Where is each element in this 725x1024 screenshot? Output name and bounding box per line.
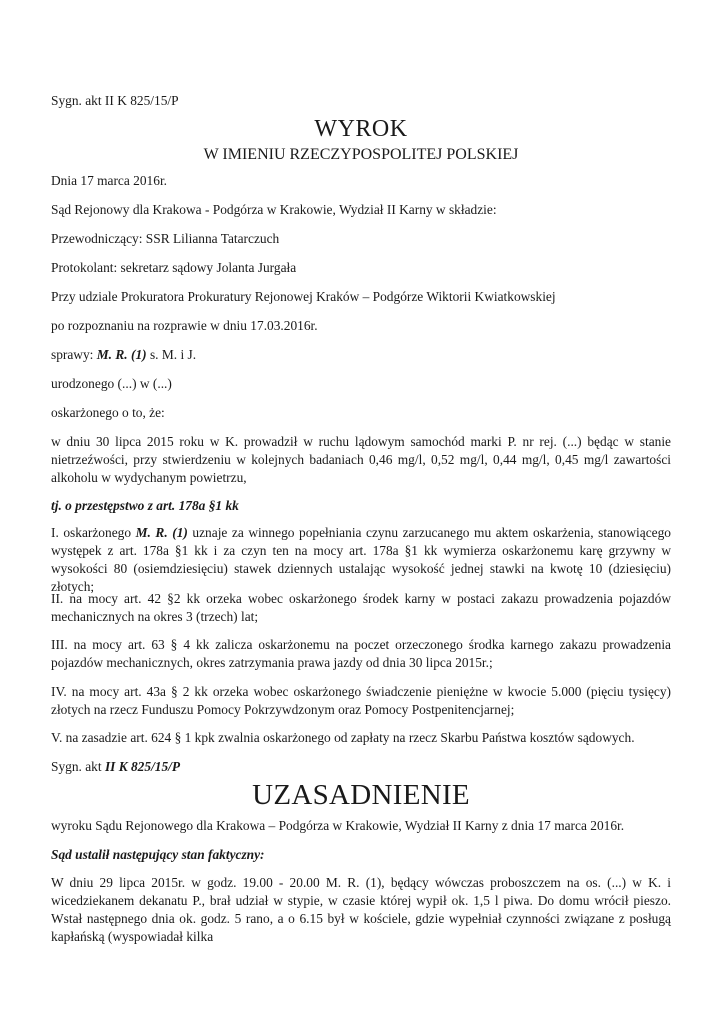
justification-intro: wyroku Sądu Rejonowego dla Krakowa – Podgórza w Krakowie, Wydział II Karny z dnia 17 marca 2016r. — [51, 818, 625, 833]
facts-text: W dniu 29 lipca 2015r. w godz. 19.00 - 20.00 M. R. (1), będący wówczas proboszczem na os. (...) w K. i wicedziekanem dekanatu P., brał udział w stypie, w czasie której wypił ok. 1,5 l piwa. Do domu wrócił pieszo. Wstał następnego dnia ok. godz. 5 rano, a o 6.15 był w kościele, gdzie wypełniał czynności związane z posługą kapłańską (wyspowiadał kilka — [51, 875, 671, 944]
case-number: Sygn. akt II K 825/15/P — [51, 93, 179, 108]
judgment-date: Dnia 17 marca 2016r. — [51, 173, 168, 188]
presiding-judge: Przewodniczący: SSR Lilianna Tatarczuch — [51, 231, 280, 246]
verdict-point-3: III. na mocy art. 63 § 4 kk zalicza oskarżonemu na poczet orzeczonego środka karnego zakazu prowadzenia pojazdów mechanicznych, okres zatrzymania prawa jazdy od dnia 30 lipca 2015r.; — [51, 637, 671, 670]
justification-case-value: II K 825/15/P — [104, 759, 181, 774]
justification-case-number — [51, 758, 671, 776]
court-composition: Sąd Rejonowy dla Krakowa - Podgórza w Krakowie, Wydział II Karny w składzie: — [51, 202, 497, 217]
verdict-point-4: IV. na mocy art. 43a § 2 kk orzeka wobec oskarżonego świadczenie pieniężne w kwocie 5.000 (pięciu tysięcy) złotych na rzecz Funduszu Pomocy Pokrzywdzonym oraz Pomocy Postpenitencjarnej; — [51, 684, 671, 717]
case-defendant — [51, 346, 671, 364]
facts-heading: Sąd ustalił następujący stan faktyczny: — [51, 847, 265, 862]
court-clerk: Protokolant: sekretarz sądowy Jolanta Jurgała — [51, 260, 297, 275]
justification-title: UZASADNIENIE — [252, 779, 470, 811]
offense-qualification: tj. o przestępstwo z art. 178a §1 kk — [51, 498, 239, 513]
justification-case-prefix: Sygn. akt — [51, 759, 105, 774]
charge-text: w dniu 30 lipca 2015 roku w K. prowadził w ruchu lądowym samochód marki P. nr rej. (...) będąc w stanie nietrzeźwości, przy stwierdzeniu w kolejnych badaniach 0,46 mg/l, 0,52 mg/l, 0,44 mg/l, 0,45 mg/l zawartości alkoholu w wydychanym powietrzu, — [51, 434, 671, 485]
case-suffix: s. M. i J. — [146, 347, 197, 362]
point1-text: uznaje za winnego popełniania czynu zarzucanego mu aktem oskarżenia, stanowiącego występek z art. 178a §1 kk i za czyn ten na mocy art. 178a §1 kk wymierza oskarżonemu karę grzywny w wysokości 80 (osiemdziesięciu) stawek dziennych ustalając wysokość jednej stawki na kwotę 10 (dziesięciu) złotych; — [51, 525, 671, 594]
hearing-date: po rozpoznaniu na rozprawie w dniu 17.03.2016r. — [51, 318, 318, 333]
verdict-point-2: II. na mocy art. 42 §2 kk orzeka wobec oskarżonego środek karny w postaci zakazu prowadzenia pojazdów mechanicznych na okres 3 (trzech) lat; — [51, 591, 671, 624]
accusation-intro: oskarżonego o to, że: — [51, 405, 165, 420]
point1-defendant: M. R. (1) — [135, 525, 188, 540]
case-prefix: sprawy: — [51, 347, 97, 362]
document-title: WYROK — [314, 116, 408, 142]
point1-prefix: I. oskarżonego — [51, 525, 136, 540]
defendant-birth: urodzonego (...) w (...) — [51, 376, 172, 391]
prosecutor: Przy udziale Prokuratora Prokuratury Rejonowej Kraków – Podgórze Wiktorii Kwiatkowskiej — [51, 289, 556, 304]
verdict-point-5: V. na zasadzie art. 624 § 1 kpk zwalnia oskarżonego od zapłaty na rzecz Skarbu Państwa kosztów sądowych. — [51, 730, 635, 745]
document-subtitle: W IMIENIU RZECZYPOSPOLITEJ POLSKIEJ — [203, 146, 519, 163]
defendant-name: M. R. (1) — [96, 347, 147, 362]
verdict-point-1 — [51, 524, 671, 596]
